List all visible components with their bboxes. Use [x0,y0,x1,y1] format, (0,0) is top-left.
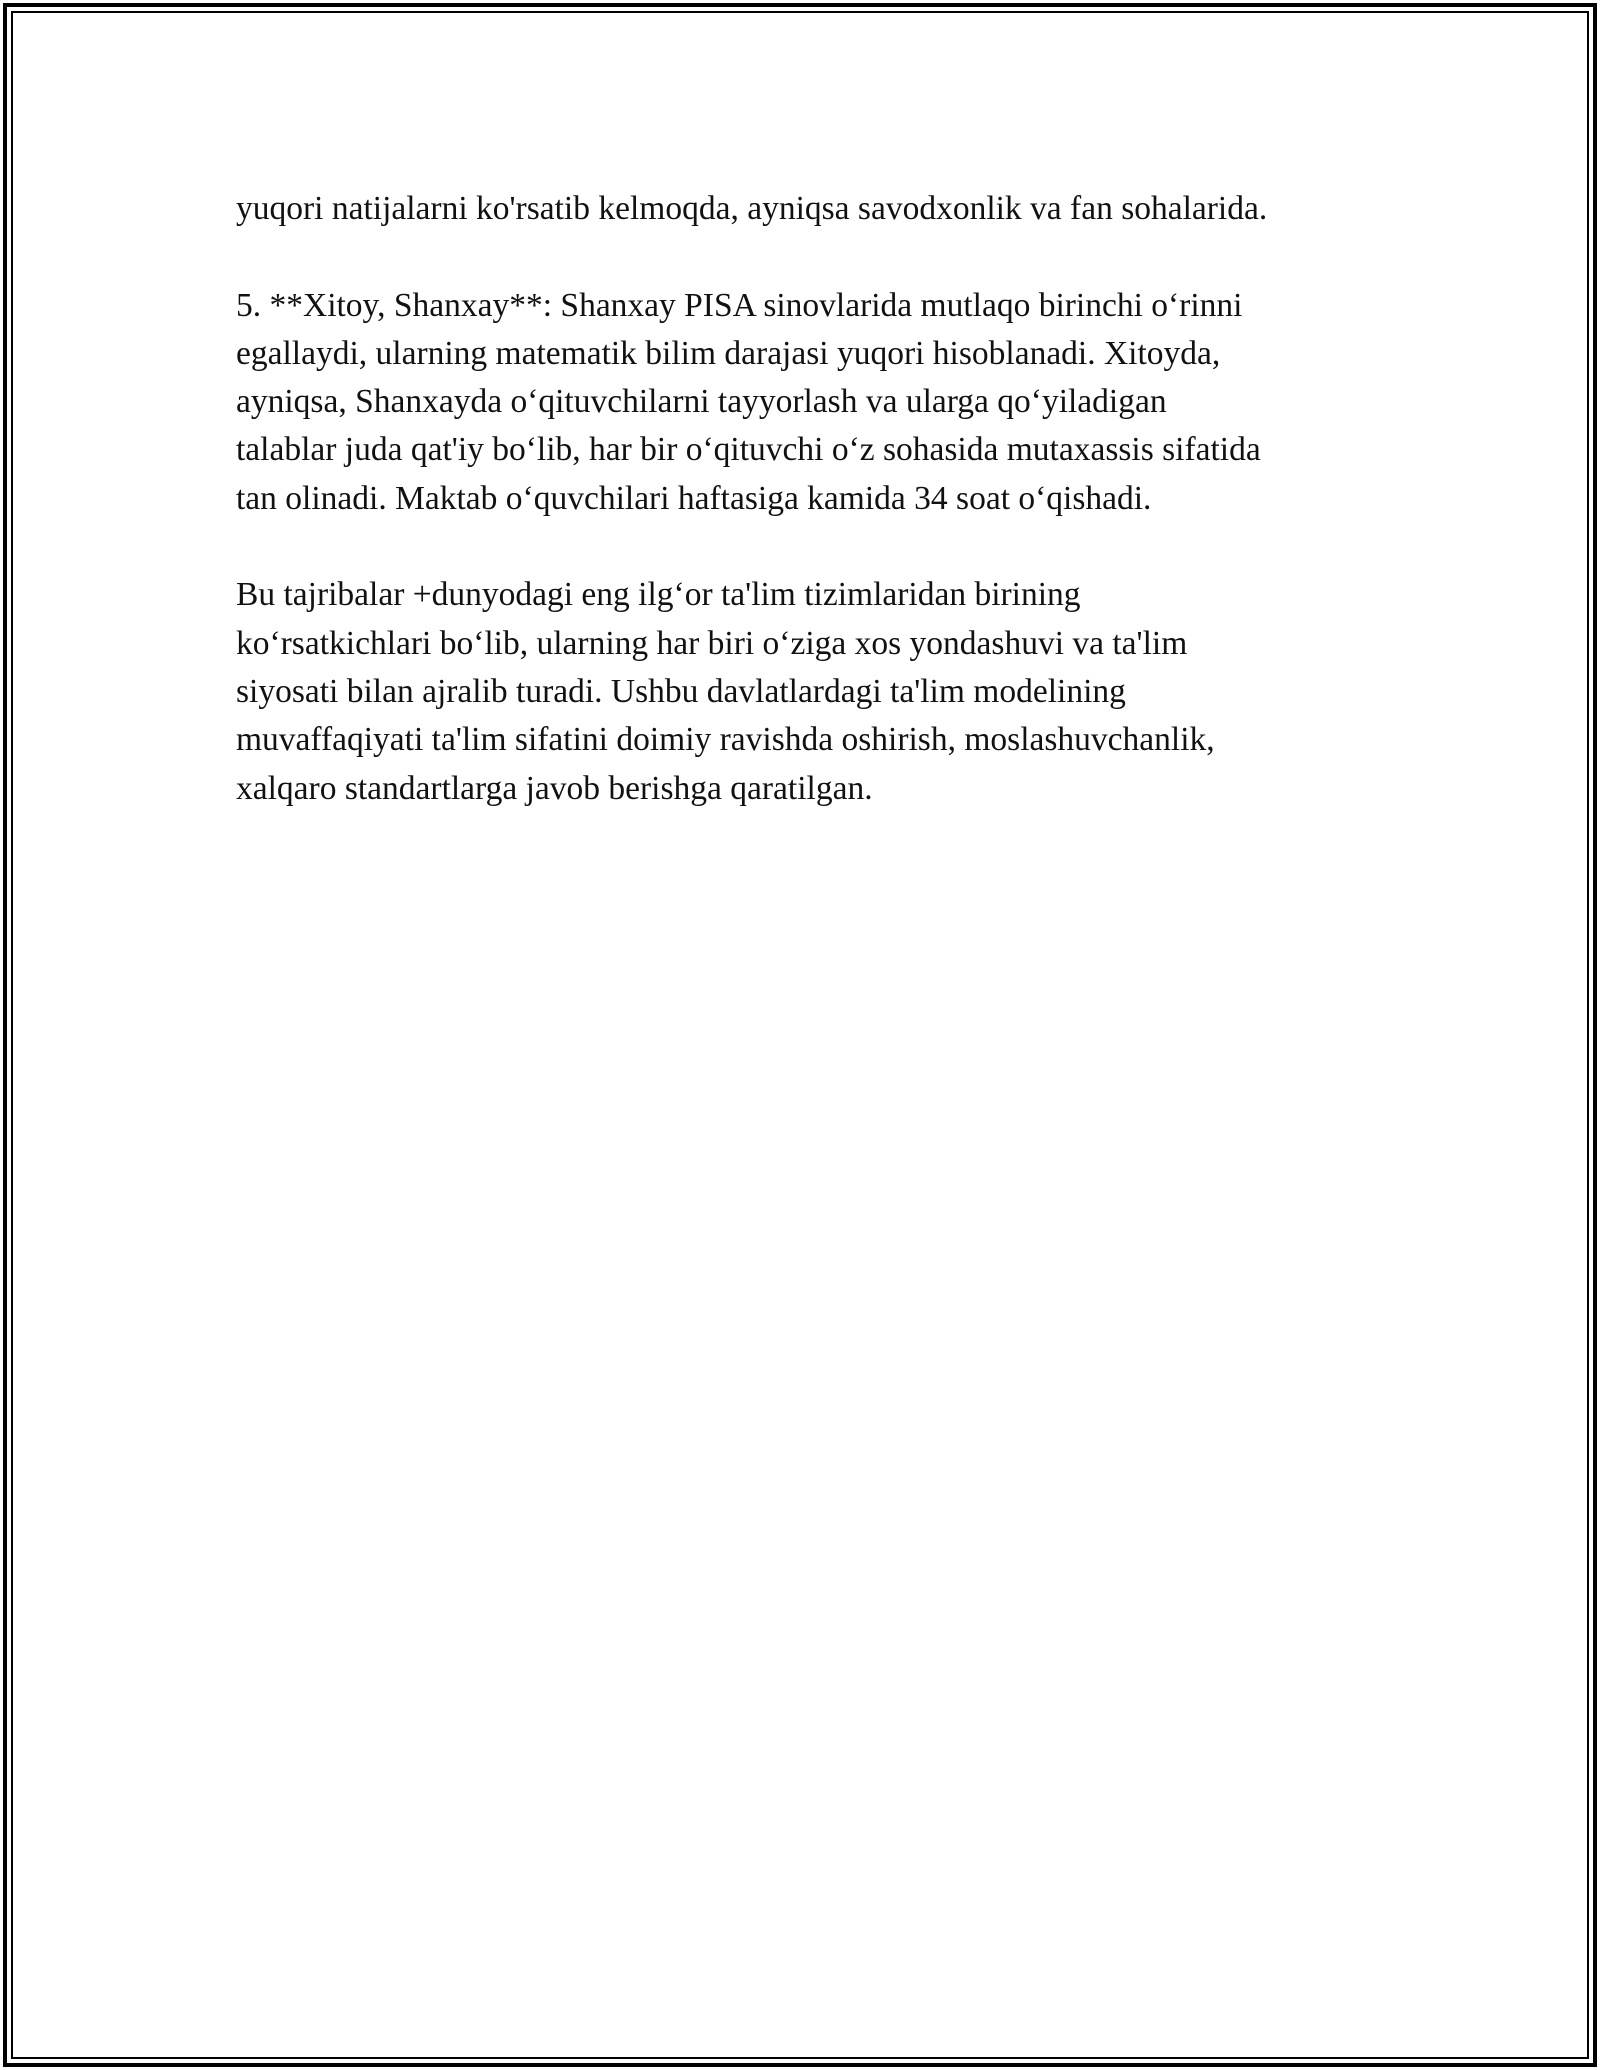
text-line: tan olinadi. Maktab o‘quvchilari haftasiga kamida 34 soat o‘qishadi. [236,479,1152,517]
text-line: ayniqsa, Shanxayda o‘qituvchilarni tayyorlash va ularga qo‘yiladigan [236,383,1167,421]
text-line: talablar juda qat'iy bo‘lib, har bir o‘qituvchi o‘z sohasida mutaxassis sifatida [236,431,1261,469]
text-line: yuqori natijalarni ko'rsatib kelmoqda, ayniqsa savodxonlik va fan sohalarida. [236,190,1268,227]
text-line: ko‘rsatkichlari bo‘lib, ularning har biri o‘ziga xos yondashuvi va ta'lim [236,624,1188,662]
text-line: siyosati bilan ajralib turadi. Ushbu davlatlardagi ta'lim modelining [236,672,1126,710]
text-line: 5. **Xitoy, Shanxay**: Shanxay PISA sinovlarida mutlaqo birinchi o‘rinni [236,286,1243,324]
paragraph-conclusion [236,571,1396,812]
text-line: muvaffaqiyati ta'lim sifatini doimiy ravishda oshirish, moslashuvchanlik, [236,721,1215,759]
paragraph-china-shanghai [236,282,1396,523]
text-line: egallaydi, ularning matematik bilim darajasi yuqori hisoblanadi. Xitoyda, [236,334,1221,372]
paragraph-continuation [236,185,1396,233]
text-line: Bu tajribalar +dunyodagi eng ilg‘or ta'lim tizimlaridan birining [236,576,1081,614]
document-body [236,185,1396,861]
text-line: xalqaro standartlarga javob berishga qaratilgan. [236,769,873,807]
